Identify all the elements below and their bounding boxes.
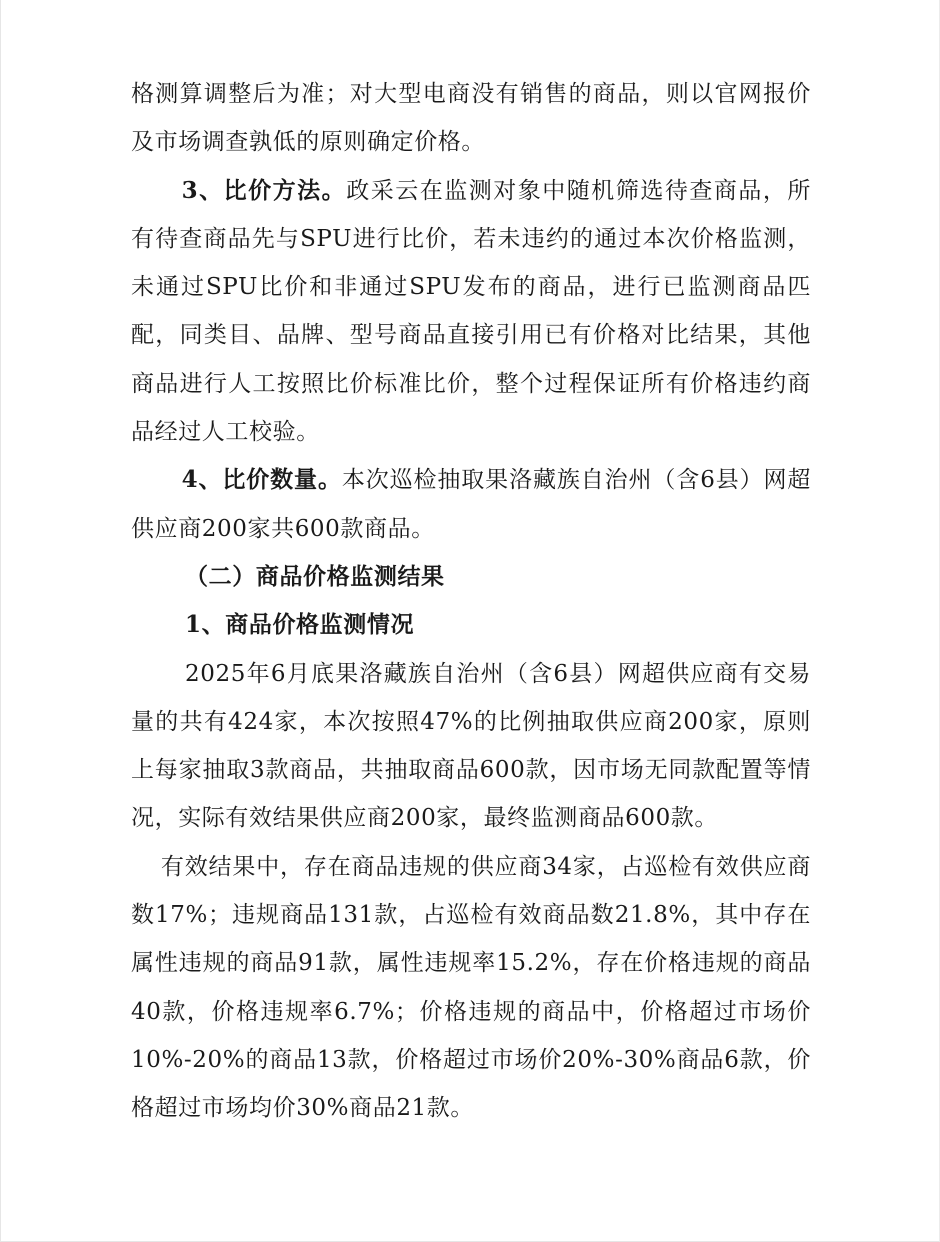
paragraph-monitoring-overview: 2025年6月底果洛藏族自治州（含6县）网超供应商有交易量的共有424家，本次按照47%的比例抽取供应商200家，原则上每家抽取3款商品，共抽取商品600款，因市场无同款配置等情况，实际有效结果供应商200家，最终监测商品600款。 bbox=[131, 660, 811, 832]
paragraph-monitoring-results: 有效结果中，存在商品违规的供应商34家，占巡检有效供应商数17%；违规商品131款，占巡检有效商品数21.8%，其中存在属性违规的商品91款，属性违规率15.2%，存在价格违规的商品40款，价格违规率6.7%；价格违规的商品中，价格超过市场价10%-20%的商品13款，价格超过市场价20%-30%商品6款，价格超过市场均价30%商品21款。 bbox=[131, 853, 811, 1122]
paragraph-comparison-quantity bbox=[131, 456, 811, 553]
section-heading: （二）商品价格监测结果 bbox=[185, 562, 445, 590]
paragraph-text: 政采云在监测对象中随机筛选待查商品，所有待查商品先与SPU进行比价，若未违约的通过本次价格监测，未通过SPU比价和非通过SPU发布的商品，进行已监测商品匹配，同类目、品牌、型号商品直接引用已有价格对比结果，其他商品进行人工按照比价标准比价，整个过程保证所有价格违约商品经过人工校验。 bbox=[131, 177, 811, 446]
subsection-heading: 1、商品价格监测情况 bbox=[185, 611, 415, 639]
paragraph-text: 本次巡检抽取果洛藏族自治州（含6县）网超供应商200家共600款商品。 bbox=[131, 467, 811, 542]
document-body bbox=[131, 70, 811, 1133]
paragraph-heading: 3、比价方法。 bbox=[181, 176, 347, 204]
paragraph-price-basis bbox=[131, 70, 811, 167]
paragraph-comparison-method bbox=[131, 167, 811, 457]
paragraph-heading: 4、比价数量。 bbox=[181, 466, 342, 494]
paragraph-text: 格测算调整后为准；对大型电商没有销售的商品，则以官网报价及市场调查孰低的原则确定价格。 bbox=[131, 81, 811, 156]
